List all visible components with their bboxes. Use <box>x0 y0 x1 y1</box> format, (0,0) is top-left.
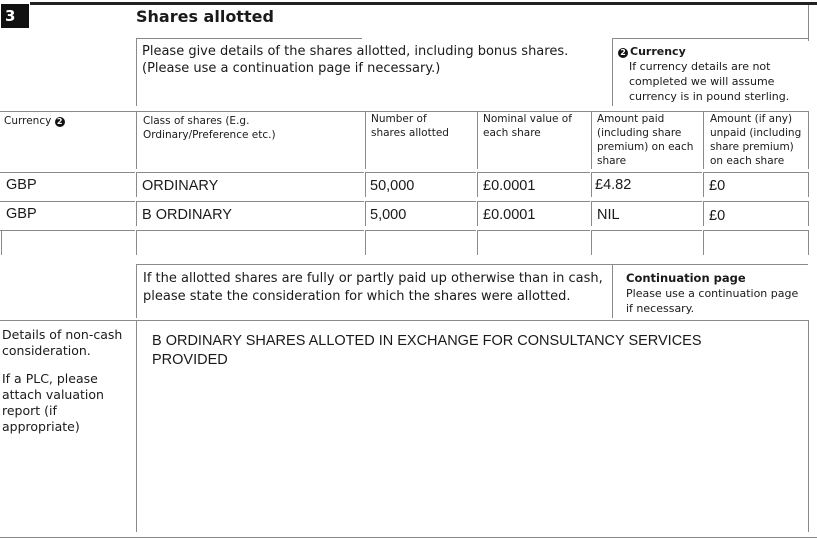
row-2-top-e <box>592 201 702 202</box>
header-unpaid: Amount (if any) unpaid (including share premium) on each share <box>710 113 802 167</box>
row-3-top-c <box>366 230 476 231</box>
section-number: 3 <box>1 4 29 28</box>
row-1-unpaid[interactable]: £0 <box>709 178 726 194</box>
currency-note-text: If currency details are not completed we will assume currency is in pound sterling. <box>629 60 790 103</box>
row-2-top-c <box>366 201 476 202</box>
row-2-sep-a <box>136 201 137 226</box>
note-number-icon: 2 <box>618 48 628 58</box>
plc-valuation-label: If a PLC, please attach valuation report (if appropriate) <box>2 371 104 434</box>
row-1-sep-b <box>365 172 366 197</box>
consideration-instruction: If the allotted shares are fully or partly paid up otherwise than in cash, please state the consideration for which the shares were allotted. <box>143 271 603 304</box>
row-3-top-e <box>592 230 702 231</box>
header-number: Number of shares allotted <box>371 113 449 139</box>
continuation-text: Please use a continuation page if necessary. <box>626 287 799 315</box>
intro-line-1: Please give details of the shares allotted, including bonus shares. <box>142 44 569 59</box>
row-1-number[interactable]: 50,000 <box>370 178 415 194</box>
row-2-currency[interactable]: GBP <box>6 206 37 222</box>
row-2-nominal[interactable]: £0.0001 <box>483 207 536 223</box>
row-3-sep-b <box>365 230 366 255</box>
intro-top-border <box>136 38 362 39</box>
right-border <box>808 5 809 41</box>
row-2-sep-c <box>477 201 478 226</box>
intro-text <box>142 43 568 77</box>
row-1-sep-e <box>703 172 704 197</box>
row-1-currency[interactable]: GBP <box>6 177 37 193</box>
row-1-sep-a <box>136 172 137 197</box>
row-2-class[interactable]: B ORDINARY <box>142 207 232 223</box>
row-1-sep-f <box>808 172 809 197</box>
col-sep-6 <box>808 111 809 169</box>
row-3-sep-c <box>477 230 478 255</box>
noncash-divider <box>136 320 137 532</box>
row-1-top-f <box>704 172 808 173</box>
row-2-sep-e <box>703 201 704 226</box>
row-1-top-d <box>478 172 590 173</box>
top-rule <box>30 2 817 5</box>
row-1-sep-c <box>477 172 478 197</box>
row-2-sep-d <box>591 201 592 226</box>
currency-note-top-border <box>612 38 808 39</box>
row-2-sep-b <box>365 201 366 226</box>
noncash-label: Details of non-cash consideration. <box>2 327 123 358</box>
row-2-sep-f <box>808 201 809 226</box>
consideration-top-border <box>136 264 612 265</box>
row-1-class[interactable]: ORDINARY <box>142 178 219 194</box>
col-sep-1 <box>136 111 137 169</box>
bottom-border <box>0 537 817 538</box>
row-1-paid[interactable]: £4.82 <box>595 177 632 193</box>
currency-note-heading: Currency <box>630 45 686 58</box>
row-1-top <box>0 172 135 173</box>
row-1-sep-d <box>591 172 592 197</box>
consideration-left-border <box>136 264 137 318</box>
header-class: Class of shares (E.g. Ordinary/Preference etc.) <box>143 115 276 141</box>
currency-note-heading-row <box>618 44 808 59</box>
row-2-top-a <box>0 201 135 202</box>
row-3-sep-f <box>808 230 809 255</box>
row-1-top-c <box>366 172 476 173</box>
row-2-top-d <box>478 201 590 202</box>
section-title: Shares allotted <box>136 7 274 26</box>
row-3-top-f <box>704 230 808 231</box>
col-sep-2 <box>365 111 366 169</box>
continuation-heading: Continuation page <box>626 271 746 285</box>
intro-left-border <box>136 38 137 106</box>
currency-note-left-border <box>612 38 613 106</box>
row-2-number[interactable]: 5,000 <box>370 207 407 223</box>
header-paid: Amount paid (including share premium) on each share <box>597 113 694 167</box>
row-3-top-b <box>137 230 364 231</box>
row-1-top-e <box>592 172 702 173</box>
row-2-paid[interactable]: NIL <box>597 207 620 223</box>
row-1-top-b <box>137 172 364 173</box>
row-3-top-d <box>478 230 590 231</box>
noncash-consideration-field[interactable]: B ORDINARY SHARES ALLOTED IN EXCHANGE FOR CONSULTANCY SERVICES PROVIDED <box>152 333 702 368</box>
noncash-top-border <box>0 320 808 321</box>
continuation-left-border <box>612 264 613 318</box>
continuation-note <box>626 271 806 316</box>
continuation-top-border <box>612 264 808 265</box>
header-currency <box>4 114 132 128</box>
row-3-top-a <box>0 230 135 231</box>
row-3-sep-d <box>591 230 592 255</box>
currency-note <box>618 44 808 104</box>
row-1-nominal[interactable]: £0.0001 <box>483 178 536 194</box>
col-sep-5 <box>703 111 704 169</box>
row-3-sep-0 <box>1 230 2 255</box>
col-sep-3 <box>477 111 478 169</box>
row-2-top-f <box>704 201 808 202</box>
header-currency-label: Currency <box>4 115 52 127</box>
row-3-sep-a <box>136 230 137 255</box>
header-nominal: Nominal value of each share <box>483 113 572 139</box>
row-2-unpaid[interactable]: £0 <box>709 208 726 224</box>
noncash-right-border <box>808 320 809 532</box>
col-sep-4 <box>591 111 592 169</box>
intro-line-2: (Please use a continuation page if necessary.) <box>142 61 441 76</box>
row-2-top-b <box>137 201 364 202</box>
row-3-sep-e <box>703 230 704 255</box>
note-number-icon: 2 <box>55 117 65 127</box>
